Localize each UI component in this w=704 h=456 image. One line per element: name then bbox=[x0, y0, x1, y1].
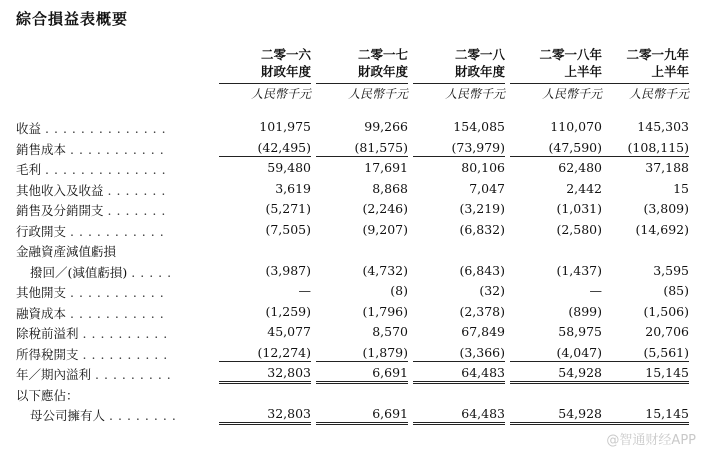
value-cell: 8,868 bbox=[372, 180, 408, 196]
value-cell: (2,246) bbox=[362, 201, 408, 216]
value-cell: 67,849 bbox=[461, 324, 505, 339]
row-label-text: 銷售成本 bbox=[16, 141, 67, 157]
row-leader-dots: .............. bbox=[45, 121, 171, 136]
value-cell: (6,832) bbox=[459, 221, 505, 237]
row-label-text: 毛利 bbox=[16, 162, 42, 177]
value-cell: (2,378) bbox=[459, 303, 505, 319]
row-label bbox=[16, 242, 221, 260]
column-header-fy2017 bbox=[316, 46, 408, 103]
row-leader-dots: ......... bbox=[95, 367, 176, 382]
table-row bbox=[0, 363, 704, 384]
value-cell: (3,366) bbox=[413, 345, 505, 362]
table-row bbox=[0, 220, 704, 241]
value-cell: 64,483 bbox=[413, 406, 505, 425]
row-label-text: 年／期內溢利 bbox=[16, 367, 92, 382]
row-label-text: 其他開支 bbox=[16, 285, 67, 300]
value-cell: — bbox=[298, 283, 311, 298]
row-label-text: 母公司擁有人 bbox=[30, 408, 106, 423]
column-header-fy2016 bbox=[219, 46, 311, 103]
row-label bbox=[16, 222, 221, 240]
value-cell: 59,480 bbox=[267, 160, 311, 175]
row-label bbox=[16, 324, 221, 342]
value-cell: (6,843) bbox=[459, 262, 505, 278]
value-cell: 54,928 bbox=[510, 406, 602, 425]
column-header-line2: 上半年 bbox=[564, 64, 602, 79]
table-row bbox=[0, 302, 704, 323]
table-row bbox=[0, 179, 704, 200]
value-cell: 8,570 bbox=[372, 324, 408, 339]
row-leader-dots: ....... bbox=[107, 182, 171, 198]
value-cell: (85) bbox=[663, 283, 689, 298]
value-cell: (899) bbox=[568, 303, 602, 319]
column-header-line1: 二零一九年 bbox=[626, 47, 689, 62]
value-cell: 15 bbox=[673, 180, 689, 196]
column-header-line1: 二零一六 bbox=[260, 47, 311, 62]
column-header-line1: 二零一八年 bbox=[539, 47, 602, 62]
value-cell: (8) bbox=[390, 283, 408, 298]
row-label bbox=[16, 140, 221, 158]
row-leader-dots: .............. bbox=[45, 162, 171, 177]
table-row bbox=[0, 158, 704, 179]
row-leader-dots: .......... bbox=[82, 346, 173, 362]
value-cell: 6,691 bbox=[316, 365, 408, 384]
value-cell: (73,979) bbox=[413, 140, 505, 157]
value-cell: 2,442 bbox=[566, 180, 602, 196]
value-cell: (32) bbox=[479, 283, 505, 298]
row-label bbox=[16, 160, 221, 178]
table-row bbox=[0, 117, 704, 138]
value-cell: 62,480 bbox=[558, 160, 602, 175]
value-cell: 32,803 bbox=[219, 406, 311, 425]
value-cell: (12,274) bbox=[219, 345, 311, 362]
column-unit: 人民幣千元 bbox=[597, 83, 689, 103]
row-label-text: 其他收入及收益 bbox=[16, 182, 104, 198]
column-header-line2: 上半年 bbox=[651, 64, 689, 79]
value-cell: (108,115) bbox=[597, 140, 689, 157]
row-label-text: 撥回／(減值虧損) bbox=[30, 264, 128, 280]
row-label bbox=[30, 406, 235, 424]
row-leader-dots: .......... bbox=[82, 326, 173, 341]
row-label bbox=[16, 201, 221, 219]
value-cell: 15,145 bbox=[597, 406, 689, 425]
value-cell: (3,219) bbox=[459, 201, 505, 216]
value-cell: 17,691 bbox=[364, 160, 408, 175]
value-cell: 54,928 bbox=[510, 365, 602, 384]
table-row bbox=[0, 199, 704, 220]
row-label-text: 銷售及分銷開支 bbox=[16, 203, 104, 218]
value-cell: 80,106 bbox=[461, 160, 505, 175]
value-cell: (3,809) bbox=[643, 201, 689, 216]
column-header-line2: 財政年度 bbox=[357, 64, 408, 79]
value-cell: (4,732) bbox=[362, 262, 408, 278]
value-cell: (3,987) bbox=[265, 262, 311, 278]
table-row bbox=[0, 240, 704, 261]
row-label-text: 融資成本 bbox=[16, 305, 67, 321]
row-leader-dots: ........... bbox=[70, 285, 169, 300]
value-cell: 20,706 bbox=[645, 324, 689, 339]
column-unit: 人民幣千元 bbox=[510, 83, 602, 103]
table-row bbox=[0, 281, 704, 302]
row-label-text: 以下應佔： bbox=[16, 387, 79, 403]
column-unit: 人民幣千元 bbox=[413, 83, 505, 103]
row-leader-dots: ........... bbox=[70, 141, 169, 157]
column-header-line2: 財政年度 bbox=[454, 64, 505, 79]
table-row bbox=[0, 138, 704, 159]
value-cell: (5,271) bbox=[265, 201, 311, 216]
row-label-text: 行政開支 bbox=[16, 223, 67, 239]
row-label bbox=[16, 181, 221, 199]
value-cell: (14,692) bbox=[635, 221, 689, 237]
column-header-1h2018 bbox=[510, 46, 602, 103]
value-cell: 145,303 bbox=[637, 119, 689, 134]
row-label-text: 收益 bbox=[16, 121, 42, 136]
row-leader-dots: ........... bbox=[70, 223, 169, 239]
table-row bbox=[0, 404, 704, 425]
value-cell: (1,879) bbox=[316, 345, 408, 362]
row-label-text: 金融資產減值虧損 bbox=[16, 244, 117, 259]
page-title: 綜合損益表概要 bbox=[16, 10, 129, 28]
table-row bbox=[0, 322, 704, 343]
value-cell: 15,145 bbox=[597, 365, 689, 384]
value-cell: (42,495) bbox=[219, 140, 311, 157]
table-row bbox=[0, 343, 704, 364]
value-cell: 3,595 bbox=[653, 262, 689, 278]
value-cell: 3,619 bbox=[275, 180, 311, 196]
value-cell: 6,691 bbox=[316, 406, 408, 425]
value-cell: 110,070 bbox=[550, 119, 602, 134]
value-cell: 45,077 bbox=[267, 324, 311, 339]
table-row bbox=[0, 261, 704, 282]
value-cell: — bbox=[589, 283, 602, 298]
value-cell: 99,266 bbox=[364, 119, 408, 134]
value-cell: (1,796) bbox=[362, 303, 408, 319]
value-cell: 154,085 bbox=[453, 119, 505, 134]
column-header-fy2018 bbox=[413, 46, 505, 103]
column-header-1h2019 bbox=[597, 46, 689, 103]
value-cell: (2,580) bbox=[556, 221, 602, 237]
column-unit: 人民幣千元 bbox=[316, 83, 408, 103]
column-header-line1: 二零一七 bbox=[357, 47, 408, 62]
value-cell: (9,207) bbox=[362, 221, 408, 237]
row-label bbox=[16, 283, 221, 301]
value-cell: (4,047) bbox=[510, 345, 602, 362]
row-label bbox=[16, 304, 221, 322]
column-header-line1: 二零一八 bbox=[454, 47, 505, 62]
value-cell: 64,483 bbox=[413, 365, 505, 384]
row-label-text: 所得稅開支 bbox=[16, 346, 79, 362]
watermark: @智通财经APP bbox=[606, 433, 696, 448]
value-cell: 58,975 bbox=[558, 324, 602, 339]
row-label bbox=[30, 263, 235, 281]
column-header-line2: 財政年度 bbox=[260, 64, 311, 79]
table-row bbox=[0, 384, 704, 405]
row-leader-dots: ........ bbox=[109, 408, 181, 423]
value-cell: (81,575) bbox=[316, 140, 408, 157]
value-cell: (7,505) bbox=[265, 221, 311, 237]
row-leader-dots: ....... bbox=[107, 203, 171, 218]
value-cell: 32,803 bbox=[219, 365, 311, 384]
value-cell: 101,975 bbox=[259, 119, 311, 134]
value-cell: (1,031) bbox=[556, 201, 602, 216]
value-cell: 7,047 bbox=[469, 180, 505, 196]
value-cell: (1,259) bbox=[265, 303, 311, 319]
row-label bbox=[16, 386, 221, 404]
row-leader-dots: ..... bbox=[131, 264, 177, 280]
column-unit: 人民幣千元 bbox=[219, 83, 311, 103]
row-label bbox=[16, 365, 221, 383]
value-cell: (1,437) bbox=[556, 262, 602, 278]
row-label-text: 除稅前溢利 bbox=[16, 326, 79, 341]
row-leader-dots: ........... bbox=[70, 305, 169, 321]
value-cell: (5,561) bbox=[597, 345, 689, 362]
value-cell: 37,188 bbox=[645, 160, 689, 175]
row-label bbox=[16, 345, 221, 363]
value-cell: (47,590) bbox=[510, 140, 602, 157]
row-label bbox=[16, 119, 221, 137]
value-cell: (1,506) bbox=[643, 303, 689, 319]
